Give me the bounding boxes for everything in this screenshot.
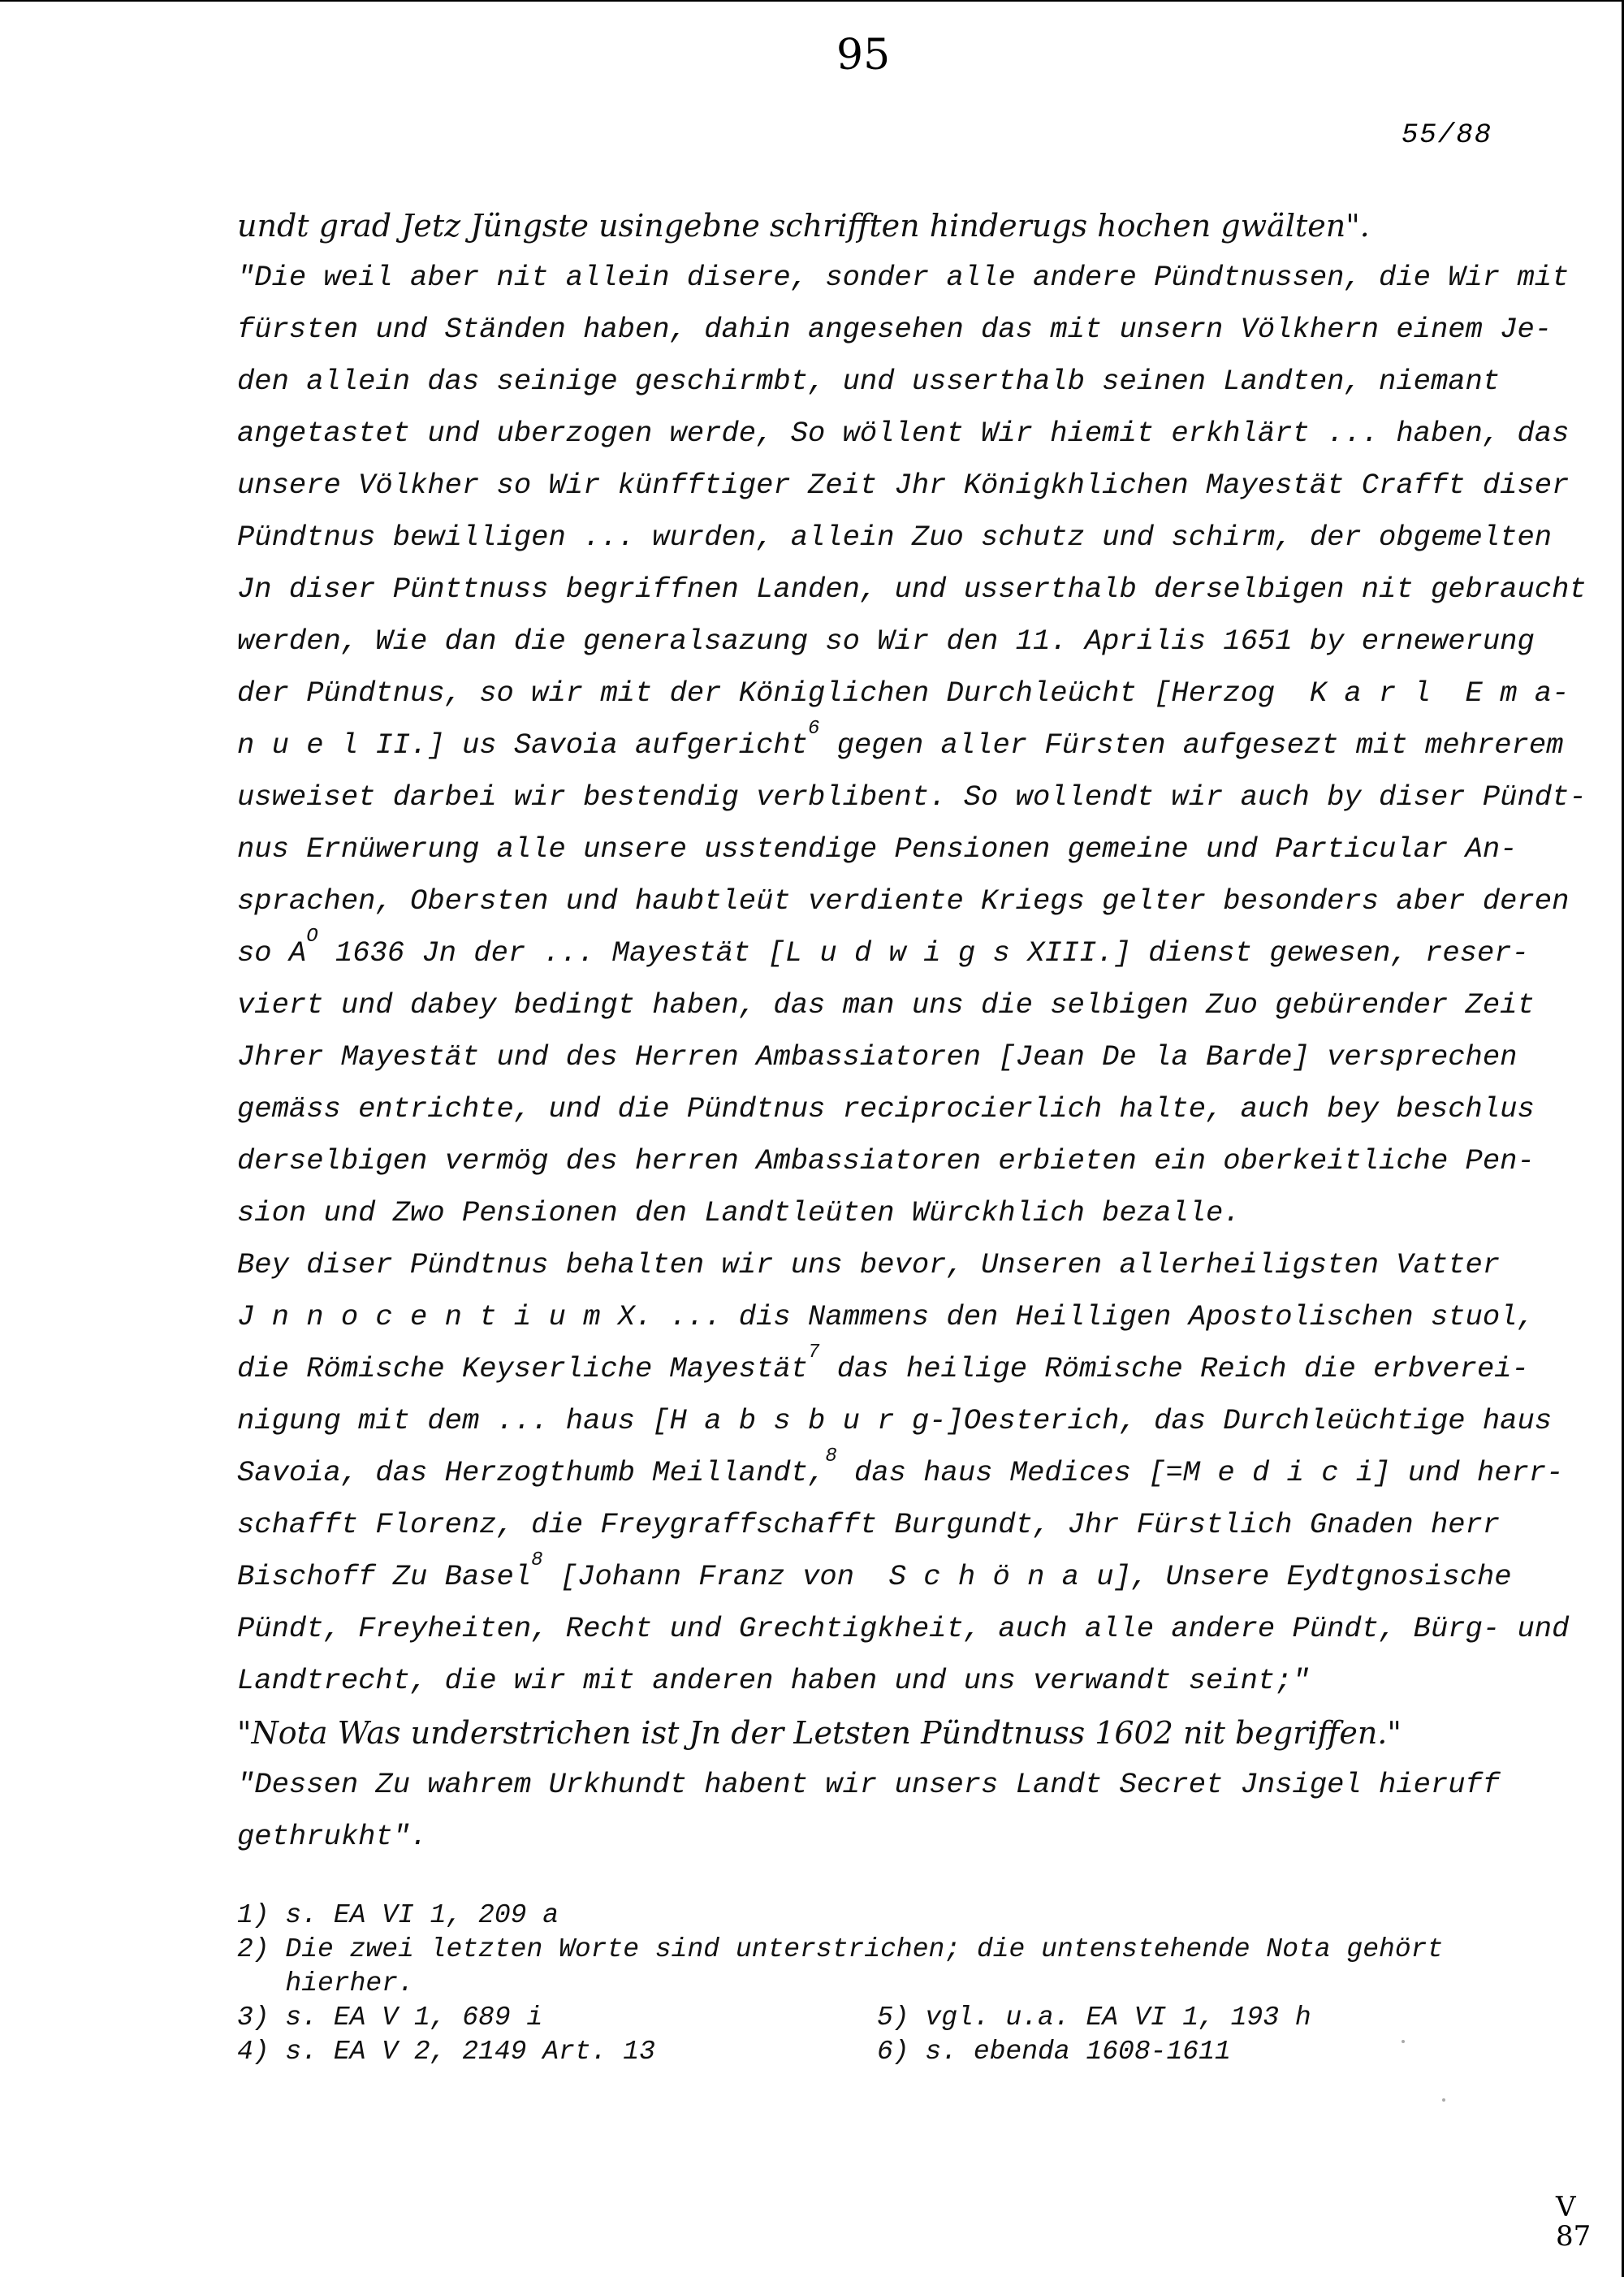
text-line: derselbigen vermög des herren Ambassiatoren erbieten ein oberkeitliche Pen- xyxy=(237,1144,1535,1177)
text-span: das heilige Römische Reich die erbverei- xyxy=(819,1352,1529,1385)
footnote-ref: 7 xyxy=(808,1342,820,1363)
superscript: O xyxy=(306,926,318,948)
footnote-ref: 8 xyxy=(531,1549,543,1571)
text-span: so A xyxy=(237,936,307,970)
footnote: 5) vgl. u.a. EA VI 1, 193 h xyxy=(877,2003,1311,2033)
text-line: schafft Florenz, die Freygraffschafft Burgundt, Jhr Fürstlich Gnaden herr xyxy=(237,1508,1501,1541)
footnote: 4) s. EA V 2, 2149 Art. 13 xyxy=(237,2037,655,2067)
text-line: "Die weil aber nit allein disere, sonder alle andere Pündtnussen, die Wir mit xyxy=(237,261,1570,294)
text-line: Jhrer Mayestät und des Herren Ambassiatoren [Jean De la Barde] versprechen xyxy=(237,1040,1518,1074)
text-line: sprachen, Obersten und haubtleüt verdiente Kriegs gelter besonders aber deren xyxy=(237,884,1570,918)
footnote-column-right xyxy=(877,2001,1311,2069)
corner-handwritten-mark xyxy=(1556,2193,1591,2251)
scan-speck xyxy=(1442,2098,1445,2102)
footnote: hierher. xyxy=(237,1968,414,1998)
text-span: Savoia, das Herzogthumb Meillandt, xyxy=(237,1456,826,1489)
text-line: der Pündtnus, so wir mit der Königlichen Durchleücht [Herzog K a r l E m a- xyxy=(237,676,1570,710)
text-line: Landtrecht, die wir mit anderen haben und uns verwandt seint;" xyxy=(237,1664,1310,1697)
text-line: Jn diser Pünttnuss begriffnen Landen, und usserthalb derselbigen nit gebraucht xyxy=(237,572,1587,606)
text-line: viert und dabey bedingt haben, das man uns die selbigen Zuo gebürender Zeit xyxy=(237,988,1535,1022)
scan-border-top xyxy=(0,0,1624,2)
footnote: 6) s. ebenda 1608-1611 xyxy=(877,2037,1231,2067)
text-span: n u e l II.] us Savoia aufgericht xyxy=(237,728,809,762)
text-line: "Nota Was understrichen ist Jn der Letsten Pündtnuss 1602 nit begriffen." xyxy=(237,1715,1402,1751)
text-line: Pündtnus bewilligen ... wurden, allein Zuo schutz und schirm, der obgemelten xyxy=(237,521,1553,554)
text-span: das haus Medices [=M e d i c i] und herr- xyxy=(836,1456,1564,1489)
text-line: "Dessen Zu wahrem Urkhundt habent wir unsers Landt Secret Jnsigel hieruff xyxy=(237,1768,1501,1801)
text-span: gegen aller Fürsten aufgesezt mit mehrerem xyxy=(819,728,1564,762)
scan-speck xyxy=(1402,2040,1405,2043)
text-line: sion und Zwo Pensionen den Landtleüten Würckhlich bezalle. xyxy=(237,1196,1241,1229)
text-line: werden, Wie dan die generalsazung so Wir den 11. Aprilis 1651 by ernewerung xyxy=(237,624,1535,658)
text-line xyxy=(237,1445,1564,1499)
text-line xyxy=(237,1342,1529,1395)
footnote: 3) s. EA V 1, 689 i xyxy=(237,2003,543,2033)
text-line: J n n o c e n t i u m X. ... dis Nammens den Heilligen Apostolischen stuol, xyxy=(237,1300,1535,1333)
text-line: nus Ernüwerung alle unsere usstendige Pensionen gemeine und Particular An- xyxy=(237,832,1518,866)
text-line: gethrukht". xyxy=(237,1820,428,1853)
handwritten-page-number: 95 xyxy=(836,31,891,80)
corner-mark-v: V xyxy=(1556,2191,1576,2223)
text-span: die Römische Keyserliche Mayestät xyxy=(237,1352,809,1385)
text-span: Bischoff Zu Basel xyxy=(237,1560,532,1593)
text-line: fürsten und Ständen haben, dahin angesehen das mit unsern Völkhern einem Je- xyxy=(237,313,1553,346)
text-line: gemäss entrichte, und die Pündtnus reciprocierlich halte, auch bey beschlus xyxy=(237,1092,1535,1126)
text-line: angetastet und uberzogen werde, So wöllent Wir hiemit erkhlärt ... haben, das xyxy=(237,417,1570,450)
body-text xyxy=(237,200,1587,1863)
text-line: Pündt, Freyheiten, Recht und Grechtigkheit, auch alle andere Pündt, Bürg- und xyxy=(237,1612,1570,1645)
footnote-ref: 8 xyxy=(825,1445,837,1467)
page-number: 55/88 xyxy=(1402,120,1493,151)
text-line: den allein das seinige geschirmbt, und usserthalb seinen Landten, niemant xyxy=(237,365,1501,398)
corner-mark-number: 87 xyxy=(1556,2220,1592,2253)
footnotes xyxy=(237,1899,1536,2069)
text-line: unsere Völkher so Wir künfftiger Zeit Jhr Königkhlichen Mayestät Crafft diser xyxy=(237,469,1570,502)
text-line: Bey diser Pündtnus behalten wir uns bevor, Unseren allerheiligsten Vatter xyxy=(237,1248,1501,1281)
footnote: 2) Die zwei letzten Worte sind unterstrichen; die untenstehende Nota gehört xyxy=(237,1934,1444,1964)
footnote-columns xyxy=(237,2001,1536,2069)
text-line xyxy=(237,926,1529,979)
text-line: nigung mit dem ... haus [H a b s b u r g-]Oesterich, das Durchleüchtige haus xyxy=(237,1404,1553,1437)
footnote: 1) s. EA VI 1, 209 a xyxy=(237,1900,559,1930)
text-span: 1636 Jn der ... Mayestät [L u d w i g s XIII.] dienst gewesen, reser- xyxy=(317,936,1529,970)
text-line: usweiset darbei wir bestendig verblibent. So wollendt wir auch by diser Pündt- xyxy=(237,780,1587,814)
text-span: [Johann Franz von S c h ö n a u], Unsere Eydtgnosische xyxy=(542,1560,1512,1593)
text-line xyxy=(237,718,1564,771)
footnote-column-left xyxy=(237,2001,655,2069)
footnote-ref: 6 xyxy=(808,718,820,740)
text-line xyxy=(237,1549,1512,1603)
text-line: undt grad Jetz Jüngste usingebne schrifften hinderugs hochen gwälten". xyxy=(237,208,1370,244)
